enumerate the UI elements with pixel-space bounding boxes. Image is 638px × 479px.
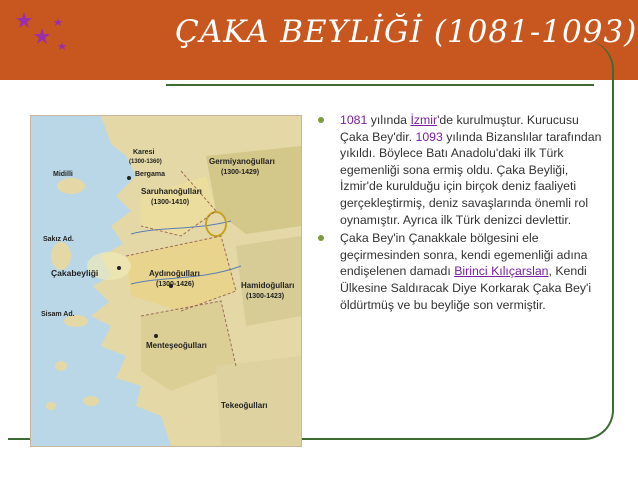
anatolia-map [31, 116, 301, 446]
bullet-dot-icon [318, 117, 324, 123]
map-label-hamid-years: (1300-1423) [246, 293, 285, 300]
link-izmir[interactable]: İzmir [410, 113, 438, 127]
map-label-karesi: Karesi [133, 149, 155, 156]
map-label-saruhan-years: (1300-1410) [151, 199, 190, 206]
map-label-saruhan: Saruhanoğulları [141, 187, 202, 196]
map-label-bergama: Bergama [135, 171, 165, 178]
map-label-aydin: Aydınoğulları [149, 269, 200, 278]
map-label-germiyan-years: (1300-1429) [221, 169, 260, 176]
bullet-list [328, 112, 608, 315]
bullet-item-2 [328, 230, 608, 313]
bullet-1-text-c: yılında Bizanslılar tarafından yıkıldı. Böylece Batı Anadolu'daki ilk Türk egemenliği sona ermiş oldu. Çaka Beyliği, İzmir'de kurulduğu için birçok deniz faaliyeti gerçekleştirmiş, deniz savaşlarında önemli rol oynamıştır. Ayrıca ilk Türk denizci devlettir. [340, 129, 602, 227]
map-label-mentese: Menteşeoğulları [146, 341, 207, 350]
map-label-cakabeyligi: Çakabeyliği [51, 268, 99, 278]
map-label-karesi-years: (1300-1360) [129, 159, 162, 165]
year-1081: 1081 [340, 113, 368, 127]
map-label-hamid: Hamidoğulları [241, 281, 295, 290]
year-1093: 1093 [415, 129, 443, 144]
map-label-aydin-years: (1300-1426) [156, 281, 195, 288]
map-label-midilli: Midilli [53, 171, 73, 178]
bullet-item-1 [328, 112, 608, 228]
map-label-germiyan: Germiyanoğulları [209, 157, 275, 166]
bullet-2-text-a: Çaka Bey'in Çanakkale bölgesini ele geçirmesinden sonra, kendi egemenliği adına endişelenen damadı [340, 231, 588, 279]
slide-title: ÇAKA BEYLİĞİ (1081-1093) [175, 14, 638, 50]
bullet-2-text-b: , Kendi Ülkesine Saldıracak Diye Korkarak Çaka Bey'i öldürtmüş ve bu beyliğe son vermiştir. [340, 264, 592, 312]
map-label-sakiz: Sakız Ad. [43, 236, 74, 243]
link-birinci-kilicarslan[interactable]: Birinci Kılıçarslan [454, 264, 549, 279]
map-label-teke: Tekeoğulları [221, 401, 268, 410]
bullet-1-text-a: yılında [367, 113, 411, 127]
map-image [30, 115, 302, 447]
bullet-1-text-b: 'de kurulmuştur. Kurucusu Çaka Bey'dir. [340, 113, 579, 144]
map-label-sisam: Sisam Ad. [41, 311, 75, 318]
title-underline [166, 84, 594, 86]
